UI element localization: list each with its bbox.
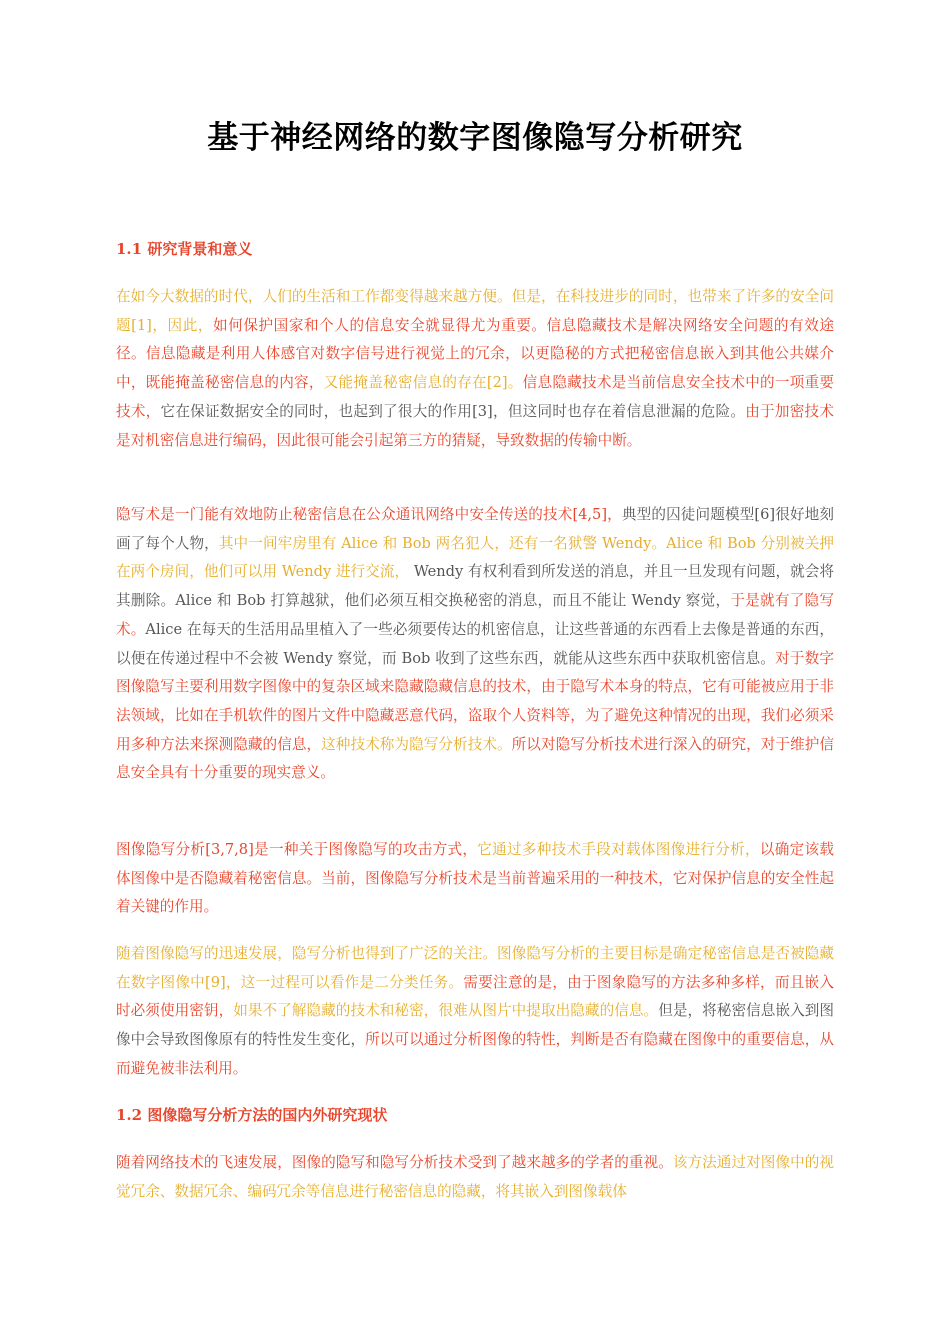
- paragraph-steganalysis-goal: 随着图像隐写的迅速发展，隐写分析也得到了广泛的关注。图像隐写分析的主要目标是确定秘密信息是否被隐藏在数字图像中[9]，这一过程可以看作是二分类任务。需要注意的是，由于图象隐写的方法多种多样，而且嵌入时必须使用密钥，如果不了解隐藏的技术和秘密，很难从图片中提取出隐藏的信息。但是，将秘密信息嵌入到图像中会导致图像原有的特性发生变化，所以可以通过分析图像的特性，判断是否有隐藏在图像中的重要信息，从而避免被非法利用。: [116, 945, 834, 1077]
- section-heading-1-1: 1.1 研究背景和意义: [116, 240, 253, 258]
- paragraph-research-status: 随着网络技术的飞速发展，图像的隐写和隐写分析技术受到了越来越多的学者的重视。该方法通过对图像中的视觉冗余、数据冗余、编码冗余等信息进行秘密信息的隐藏，将其嵌入到图像载体: [116, 1154, 834, 1200]
- paragraph-steganography: 隐写术是一门能有效地防止秘密信息在公众通讯网络中安全传送的技术[4,5]，典型的囚徒问题模型[6]很好地刻画了每个人物，其中一间牢房里有 Alice 和 Bob 两名犯人，还有一名狱警 Wendy。Alice 和 Bob 分别被关押在两个房间，他们可以用 Wendy 进行交流， Wendy 有权利看到所发送的消息，并且一旦发现有问题，就会将其删除。Alice 和 Bob 打算越狱，他们必须互相交换秘密的消息，而且不能让 Wendy 察觉，于是就有了隐写术。Alice 在每天的生活用品里植入了一些必须要传达的机密信息，让这些普通的东西看上去像是普通的东西，以便在传递过程中不会被 Wendy 察觉，而 Bob 收到了这些东西，就能从这些东西中获取机密信息。对于数字图像隐写主要利用数字图像中的复杂区域来隐藏隐藏信息的技术，由于隐写术本身的特点，它有可能被应用于非法领域，比如在手机软件的图片文件中隐藏恶意代码，盗取个人资料等，为了避免这种情况的出现，我们必须采用多种方法来探测隐藏的信息，这种技术称为隐写分析技术。所以对隐写分析技术进行深入的研究，对于维护信息安全具有十分重要的现实意义。: [116, 506, 834, 782]
- paragraph-steganalysis: 图像隐写分析[3,7,8]是一种关于图像隐写的攻击方式，它通过多种技术手段对载体图像进行分析，以确定该载体图像中是否隐藏着秘密信息。当前，图像隐写分析技术是当前普遍采用的一种技术，它对保护信息的安全性起着关键的作用。: [116, 841, 834, 916]
- document-title: 基于神经网络的数字图像隐写分析研究: [207, 120, 743, 156]
- section-heading-1-2: 1.2 图像隐写分析方法的国内外研究现状: [116, 1106, 388, 1124]
- paragraph-background-1: 在如今大数据的时代，人们的生活和工作都变得越来越方便。但是，在科技进步的同时，也带来了许多的安全问题[1]，因此，如何保护国家和个人的信息安全就显得尤为重要。信息隐藏技术是解决网络安全问题的有效途径。信息隐藏是利用人体感官对数字信号进行视觉上的冗余，以更隐秘的方式把秘密信息嵌入到其他公共媒介中，既能掩盖秘密信息的内容，又能掩盖秘密信息的存在[2]。信息隐藏技术是当前信息安全技术中的一项重要技术，它在保证数据安全的同时，也起到了很大的作用[3]，但这同时也存在着信息泄漏的危险。由于加密技术是对机密信息进行编码，因此很可能会引起第三方的猜疑，导致数据的传输中断。: [116, 288, 834, 449]
